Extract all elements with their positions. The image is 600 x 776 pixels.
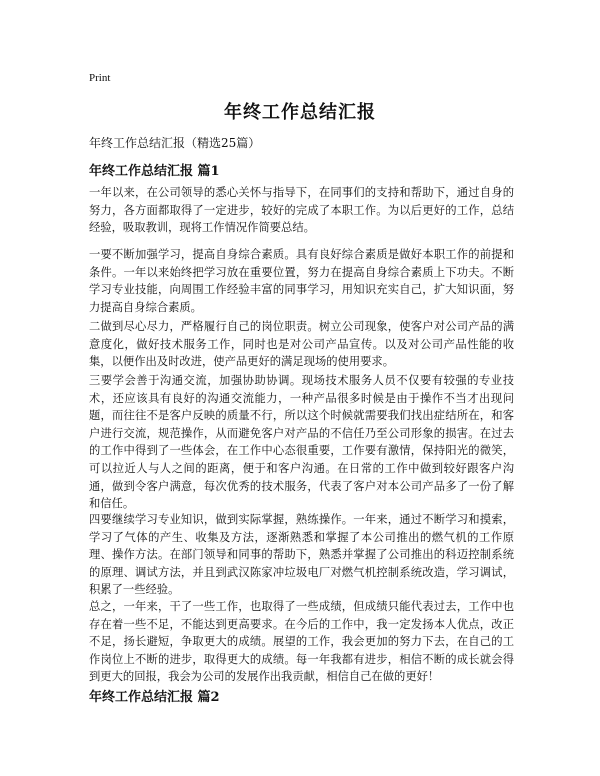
- document-subtitle: 年终工作总结汇报（精选25篇）: [89, 136, 261, 150]
- paragraph-3: 二做到尽心尽力，严格履行自己的岗位职责。树立公司现象，使客户对公司产品的满意度化，做好技术服务工作，同时也是对公司产品宣传。以及对公司产品性能的收集，以便作出及时改进，使产品更好的满足现场的使用要求。: [89, 320, 514, 369]
- paragraph-4: 三要学会善于沟通交流，加强协助协调。现场技术服务人员不仅要有较强的专业技术，还应该具有良好的沟通交流能力，一种产品很多时候是由于操作不当才出现问题，而往往不是客户反映的质量不行，所以这个时候就需要我们找出症结所在，和客户进行交流，规范操作，从而避免客户对产品的不信任乃至公司形象的损害。在过去的工作中得到了一些体会，在工作中心态很重要，工作要有激情，保持阳光的微笑，可以拉近人与人之间的距离，便于和客户沟通。在日常的工作中做到较好跟客户沟通，做到令客户满意，每次优秀的技术服务，代表了客户对本公司产品多了一份了解和信任。: [89, 374, 514, 511]
- section-heading-2: 年终工作总结汇报 篇2: [89, 690, 220, 705]
- paragraph-6: 总之，一年来，干了一些工作，也取得了一些成绩，但成绩只能代表过去，工作中也存在着一些不足，不能达到更高要求。在今后的工作中，我一定发扬本人优点，改正不足，扬长避短，争取更大的成绩。展望的工作，我会更加的努力下去，在自己的工作岗位上不断的进步，取得更大的成绩。每一年我都有进步，相信不断的成长就会得到更大的回报，我会为公司的发展作出我贡献，相信自己在做的更好！: [89, 600, 514, 684]
- paragraph-1: 一年以来，在公司领导的悉心关怀与指导下，在同事们的支持和帮助下，通过自身的努力，各方面都取得了一定进步，较好的完成了本职工作。为以后更好的工作，总结经验，吸取教训，现将工作情况作简要总结。: [89, 186, 514, 235]
- print-link[interactable]: Print: [89, 72, 111, 84]
- paragraph-5: 四要继续学习专业知识，做到实际掌握，熟练操作。一年来，通过不断学习和摸索，学习了气体的产生、收集及方法，逐渐熟悉和掌握了本公司推出的燃气机的工作原理、操作方法。在部门领导和同事的帮助下，熟悉并掌握了公司推出的科迈控制系统的原理、调试方法，并且到武汉陈家冲垃圾电厂对燃气机控制系统改造，学习调试，积累了一些经验。: [89, 513, 514, 597]
- page-title: 年终工作总结汇报: [224, 102, 376, 123]
- paragraph-2: 一要不断加强学习，提高自身综合素质。具有良好综合素质是做好本职工作的前提和条件。一年以来始终把学习放在重要位置，努力在提高自身综合素质上下功夫。不断学习专业技能，向周围工作经验丰富的同事学习，用知识充实自己，扩大知识面，努力提高自身综合素质。: [89, 248, 514, 314]
- section-heading-1: 年终工作总结汇报 篇1: [89, 164, 220, 179]
